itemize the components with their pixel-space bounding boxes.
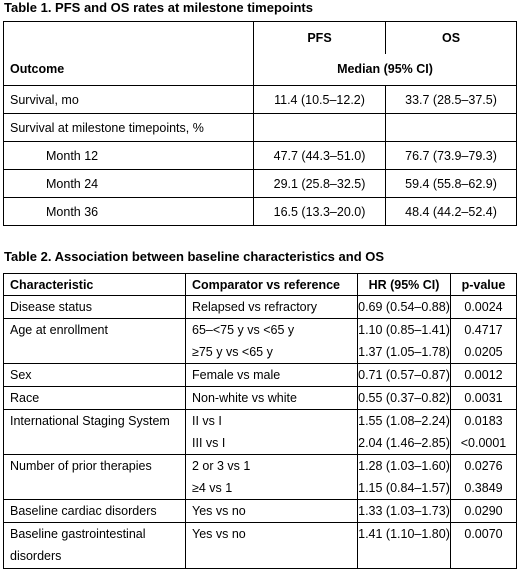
header-hr: HR (95% CI) <box>358 274 451 296</box>
p-value-cell: 0.0183 <box>451 410 517 433</box>
header-comparator: Comparator vs reference <box>186 274 358 296</box>
characteristic-cell: Sex <box>4 364 186 387</box>
table1-subheader-row <box>4 54 517 86</box>
p-value-cell: 0.3849 <box>451 477 517 500</box>
comparator-cell: III vs I <box>186 432 358 455</box>
comparator-cell: Yes vs no <box>186 523 358 569</box>
p-value-cell: 0.0290 <box>451 500 517 523</box>
comparator-cell: 65–<75 y vs <65 y <box>186 319 358 342</box>
pfs-value: 29.1 (25.8–32.5) <box>254 170 386 198</box>
characteristic-cell: Race <box>4 387 186 410</box>
hr-cell: 1.28 (1.03–1.60) <box>358 455 451 478</box>
characteristic-cell: Baseline cardiac disorders <box>4 500 186 523</box>
header-characteristic: Characteristic <box>4 274 186 296</box>
header-median-ci: Median (95% CI) <box>254 54 517 86</box>
pfs-value: 47.7 (44.3–51.0) <box>254 142 386 170</box>
p-value-cell: 0.0024 <box>451 296 517 319</box>
table-row <box>4 410 517 433</box>
comparator-cell: ≥4 vs 1 <box>186 477 358 500</box>
characteristic-line2: disorders <box>10 549 62 563</box>
characteristic-cell: Disease status <box>4 296 186 319</box>
row-label: Survival at milestone timepoints, % <box>4 114 254 142</box>
table2-caption: Table 2. Association between baseline characteristics and OS <box>4 249 385 264</box>
hr-cell: 2.04 (1.46–2.85) <box>358 432 451 455</box>
os-value: 48.4 (44.2–52.4) <box>386 198 517 226</box>
characteristic-cell <box>4 432 186 455</box>
row-label: Survival, mo <box>4 86 254 114</box>
p-value-cell: 0.0276 <box>451 455 517 478</box>
table-row <box>4 296 517 319</box>
hr-cell: 0.69 (0.54–0.88) <box>358 296 451 319</box>
characteristic-cell <box>4 341 186 364</box>
os-value: 76.7 (73.9–79.3) <box>386 142 517 170</box>
p-value-cell: 0.4717 <box>451 319 517 342</box>
p-value-cell: 0.0031 <box>451 387 517 410</box>
table-row <box>4 523 517 569</box>
header-blank-cell <box>4 22 254 54</box>
table-row <box>4 319 517 342</box>
header-outcome: Outcome <box>4 54 254 86</box>
comparator-cell: Female vs male <box>186 364 358 387</box>
hr-cell: 1.37 (1.05–1.78) <box>358 341 451 364</box>
hr-cell: 1.55 (1.08–2.24) <box>358 410 451 433</box>
pfs-value <box>254 114 386 142</box>
hr-cell: 0.55 (0.37–0.82) <box>358 387 451 410</box>
table-row <box>4 364 517 387</box>
baseline-os-table <box>3 273 517 569</box>
table-row <box>4 142 517 170</box>
comparator-cell: II vs I <box>186 410 358 433</box>
p-value-cell: <0.0001 <box>451 432 517 455</box>
p-value-cell: 0.0070 <box>451 523 517 569</box>
hr-cell: 1.10 (0.85–1.41) <box>358 319 451 342</box>
hr-cell: 1.33 (1.03–1.73) <box>358 500 451 523</box>
os-value: 59.4 (55.8–62.9) <box>386 170 517 198</box>
table-row <box>4 198 517 226</box>
characteristic-cell <box>4 477 186 500</box>
comparator-cell: Relapsed vs refractory <box>186 296 358 319</box>
table-row <box>4 477 517 500</box>
hr-cell: 0.71 (0.57–0.87) <box>358 364 451 387</box>
header-p-value: p-value <box>451 274 517 296</box>
row-label: Month 36 <box>4 198 254 226</box>
os-value <box>386 114 517 142</box>
hr-cell: 1.15 (0.84–1.57) <box>358 477 451 500</box>
row-label: Month 24 <box>4 170 254 198</box>
characteristic-cell: Number of prior therapies <box>4 455 186 478</box>
table-row <box>4 341 517 364</box>
table2-header-row <box>4 274 517 296</box>
pfs-os-table <box>3 21 517 226</box>
row-label: Month 12 <box>4 142 254 170</box>
table-row <box>4 455 517 478</box>
table-row <box>4 500 517 523</box>
pfs-value: 11.4 (10.5–12.2) <box>254 86 386 114</box>
table-row <box>4 387 517 410</box>
comparator-cell: ≥75 y vs <65 y <box>186 341 358 364</box>
comparator-cell: Yes vs no <box>186 500 358 523</box>
characteristic-cell: Age at enrollment <box>4 319 186 342</box>
pfs-value: 16.5 (13.3–20.0) <box>254 198 386 226</box>
table-row <box>4 432 517 455</box>
table1-caption: Table 1. PFS and OS rates at milestone timepoints <box>4 0 313 15</box>
characteristic-cell <box>4 523 186 569</box>
header-pfs: PFS <box>254 22 386 54</box>
table1-header-row <box>4 22 517 54</box>
table-row <box>4 114 517 142</box>
p-value-cell: 0.0012 <box>451 364 517 387</box>
characteristic-line1: Baseline gastrointestinal <box>10 527 146 541</box>
comparator-cell: Non-white vs white <box>186 387 358 410</box>
hr-cell: 1.41 (1.10–1.80) <box>358 523 451 569</box>
table-row <box>4 86 517 114</box>
table-row <box>4 170 517 198</box>
comparator-cell: 2 or 3 vs 1 <box>186 455 358 478</box>
header-os: OS <box>386 22 517 54</box>
p-value-cell: 0.0205 <box>451 341 517 364</box>
characteristic-cell: International Staging System <box>4 410 186 433</box>
os-value: 33.7 (28.5–37.5) <box>386 86 517 114</box>
